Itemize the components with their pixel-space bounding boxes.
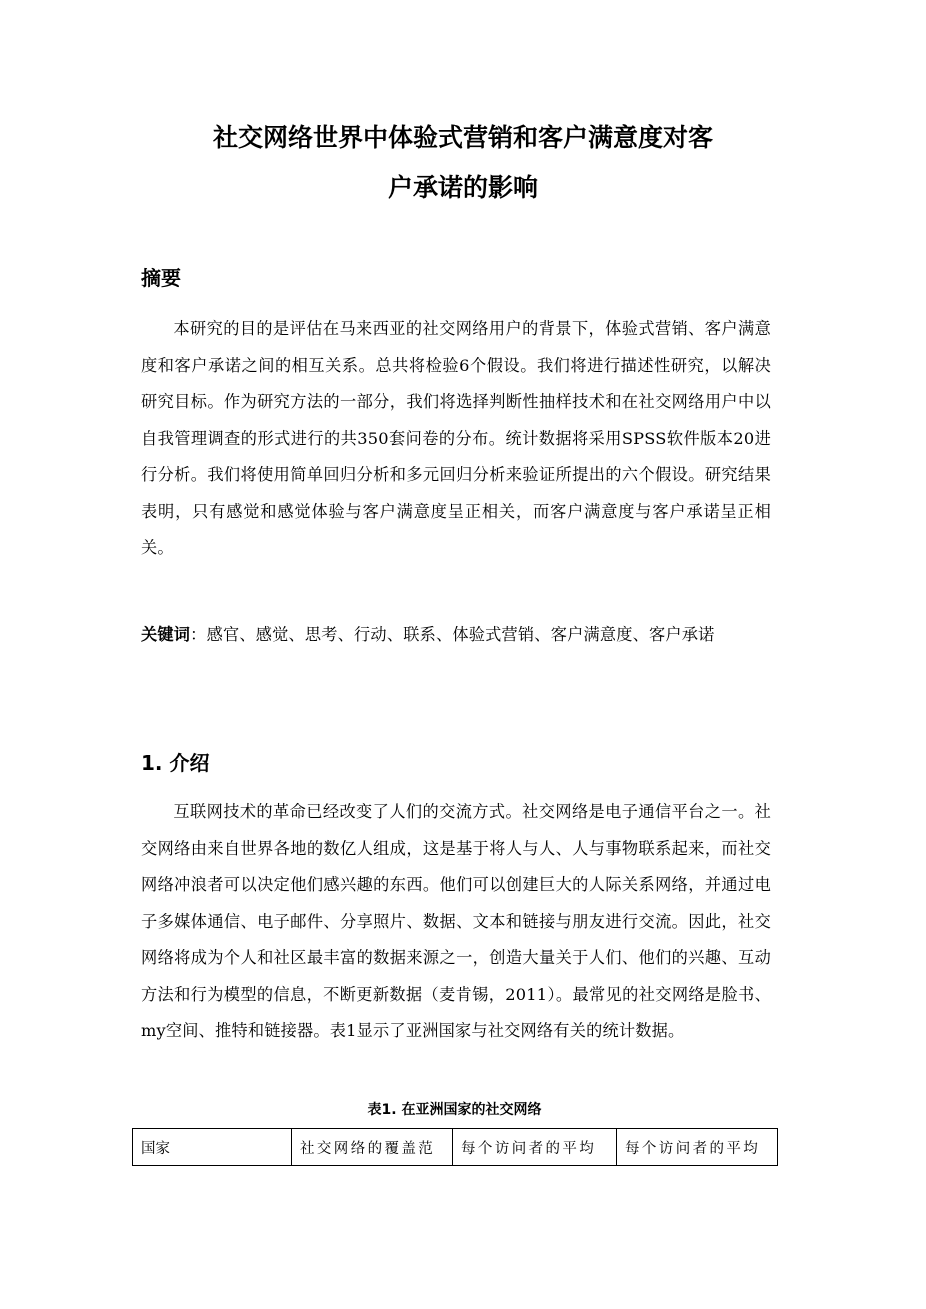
keywords-text: 感官、感觉、思考、行动、联系、体验式营销、客户满意度、客户承诺 bbox=[206, 625, 715, 644]
abstract-body: 本研究的目的是评估在马来西亚的社交网络用户的背景下，体验式营销、客户满意度和客户承诺之间的相互关系。总共将检验6个假设。我们将进行描述性研究，以解决研究目标。作为研究方法的一部分，我们将选择判断性抽样技术和在社交网络用户中以自我管理调查的形式进行的共350套问卷的分布。统计数据将采用SPSS软件版本20进行分析。我们将使用简单回归分析和多元回归分析来验证所提出的六个假设。研究结果表明，只有感觉和感觉体验与客户满意度呈正相关，而客户满意度与客户承诺呈正相关。 bbox=[141, 319, 771, 557]
abstract-heading: 摘要 bbox=[141, 266, 181, 290]
social-network-table bbox=[132, 1128, 778, 1166]
introduction-body: 互联网技术的革命已经改变了人们的交流方式。社交网络是电子通信平台之一。社交网络由来自世界各地的数亿人组成，这是基于将人与人、人与事物联系起来，而社交网络冲浪者可以决定他们感兴趣的东西。他们可以创建巨大的人际关系网络，并通过电子多媒体通信、电子邮件、分享照片、数据、文本和链接与朋友进行交流。因此，社交网络将成为个人和社区最丰富的数据来源之一，创造大量关于人们、他们的兴趣、互动方法和行为模型的信息，不断更新数据（麦肯锡，2011）。最常见的社交网络是脸书、my空间、推特和链接器。表1显示了亚洲国家与社交网络有关的统计数据。 bbox=[141, 802, 771, 1040]
paper-title-line-2: 户承诺的影响 bbox=[387, 173, 538, 202]
table-header-cell: 社交网络的覆盖范 bbox=[292, 1129, 453, 1166]
keywords-line bbox=[141, 617, 771, 654]
introduction-heading: 1. 介绍 bbox=[141, 751, 210, 775]
table-header-cell: 每个访问者的平均 bbox=[453, 1129, 617, 1166]
table-header-cell: 每个访问者的平均 bbox=[617, 1129, 778, 1166]
table-header-cell: 国家 bbox=[133, 1129, 292, 1166]
table-header-row bbox=[133, 1129, 778, 1166]
table-caption: 表1. 在亚洲国家的社交网络 bbox=[367, 1102, 542, 1118]
paper-title-line-1: 社交网络世界中体验式营销和客户满意度对客 bbox=[212, 123, 713, 152]
keywords-separator: ： bbox=[190, 625, 207, 644]
keywords-label: 关键词 bbox=[141, 625, 191, 644]
